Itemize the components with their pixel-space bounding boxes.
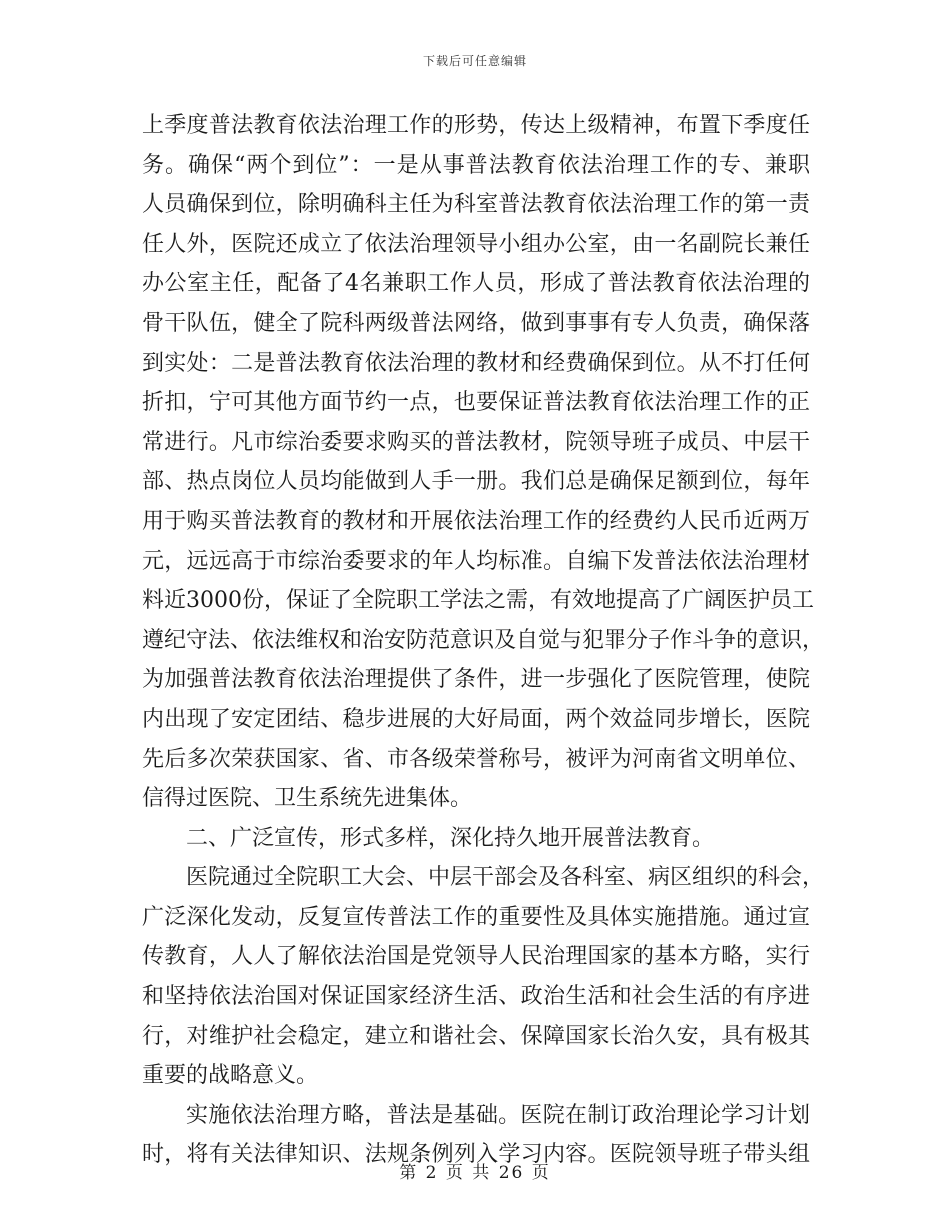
body-line: 实施依法治理方略，普法是基础。医院在制订政治理论学习计划 — [186, 1102, 810, 1128]
body-line: 传教育，人人了解依法治国是党领导人民治理国家的基本方略，实行 — [142, 944, 810, 970]
page-header-note: 下载后可任意编辑 — [422, 54, 527, 68]
body-line: 时，将有关法律知识、法规条例列入学习内容。医院领导班子带头组 — [142, 1142, 810, 1168]
body-line: 医院通过全院职工大会、中层干部会及各科室、病区组织的科会， — [186, 865, 825, 891]
body-line: 内出现了安定团结、稳步进展的大好局面，两个效益同步增长，医院 — [142, 706, 810, 732]
body-line: 常进行。凡市综治委要求购买的普法教材，院领导班子成员、中层干 — [142, 429, 810, 455]
body-line: 办公室主任，配备了4名兼职工作人员，形成了普法教育依法治理的 — [142, 271, 810, 297]
body-line: 骨干队伍，健全了院科两级普法网络，做到事事有专人负责，确保落 — [142, 310, 810, 336]
body-line: 行，对维护社会稳定，建立和谐社会、保障国家长治久安，具有极其 — [142, 1023, 810, 1049]
body-line: 广泛深化发动，反复宣传普法工作的重要性及具体实施措施。通过宣 — [142, 904, 810, 930]
body-line: 任人外，医院还成立了依法治理领导小组办公室，由一名副院长兼任 — [142, 231, 810, 257]
body-line: 用于购买普法教育的教材和开展依法治理工作的经费约人民币近两万 — [142, 508, 810, 534]
body-line: 人员确保到位，除明确科主任为科室普法教育依法治理工作的第一责 — [142, 192, 810, 218]
document-body — [142, 106, 825, 1175]
body-line: 为加强普法教育依法治理提供了条件，进一步强化了医院管理，使院 — [142, 667, 810, 693]
page-number: 第 2 页 共 26 页 — [399, 1163, 551, 1183]
body-line: 和坚持依法治国对保证国家经济生活、政治生活和社会生活的有序进 — [142, 984, 810, 1010]
body-line: 信得过医院、卫生系统先进集体。 — [142, 786, 473, 812]
body-line: 上季度普法教育依法治理工作的形势，传达上级精神，布置下季度任 — [142, 113, 810, 138]
body-line: 部、热点岗位人员均能做到人手一册。我们总是确保足额到位，每年 — [142, 469, 810, 495]
body-line: 料近3000份，保证了全院职工学法之需，有效地提高了广阔医护员工 — [142, 588, 814, 614]
body-line: 先后多次荣获国家、省、市各级荣誉称号，被评为河南省文明单位、 — [142, 746, 810, 772]
body-line: 到实处：二是普法教育依法治理的教材和经费确保到位。从不打任何 — [142, 350, 810, 376]
body-line: 折扣，宁可其他方面节约一点，也要保证普法教育依法治理工作的正 — [142, 390, 810, 416]
body-line: 重要的战略意义。 — [142, 1063, 319, 1089]
section-heading: 二、广泛宣传，形式多样，深化持久地开展普法教育。 — [186, 825, 715, 851]
body-line: 遵纪守法、依法维权和治安防范意识及自觉与犯罪分子作斗争的意识， — [142, 627, 825, 653]
body-line: 元，远远高于市综治委要求的年人均标准。自编下发普法依法治理材 — [142, 548, 810, 574]
body-line: 务。确保“两个到位”：一是从事普法教育依法治理工作的专、兼职 — [142, 152, 810, 178]
